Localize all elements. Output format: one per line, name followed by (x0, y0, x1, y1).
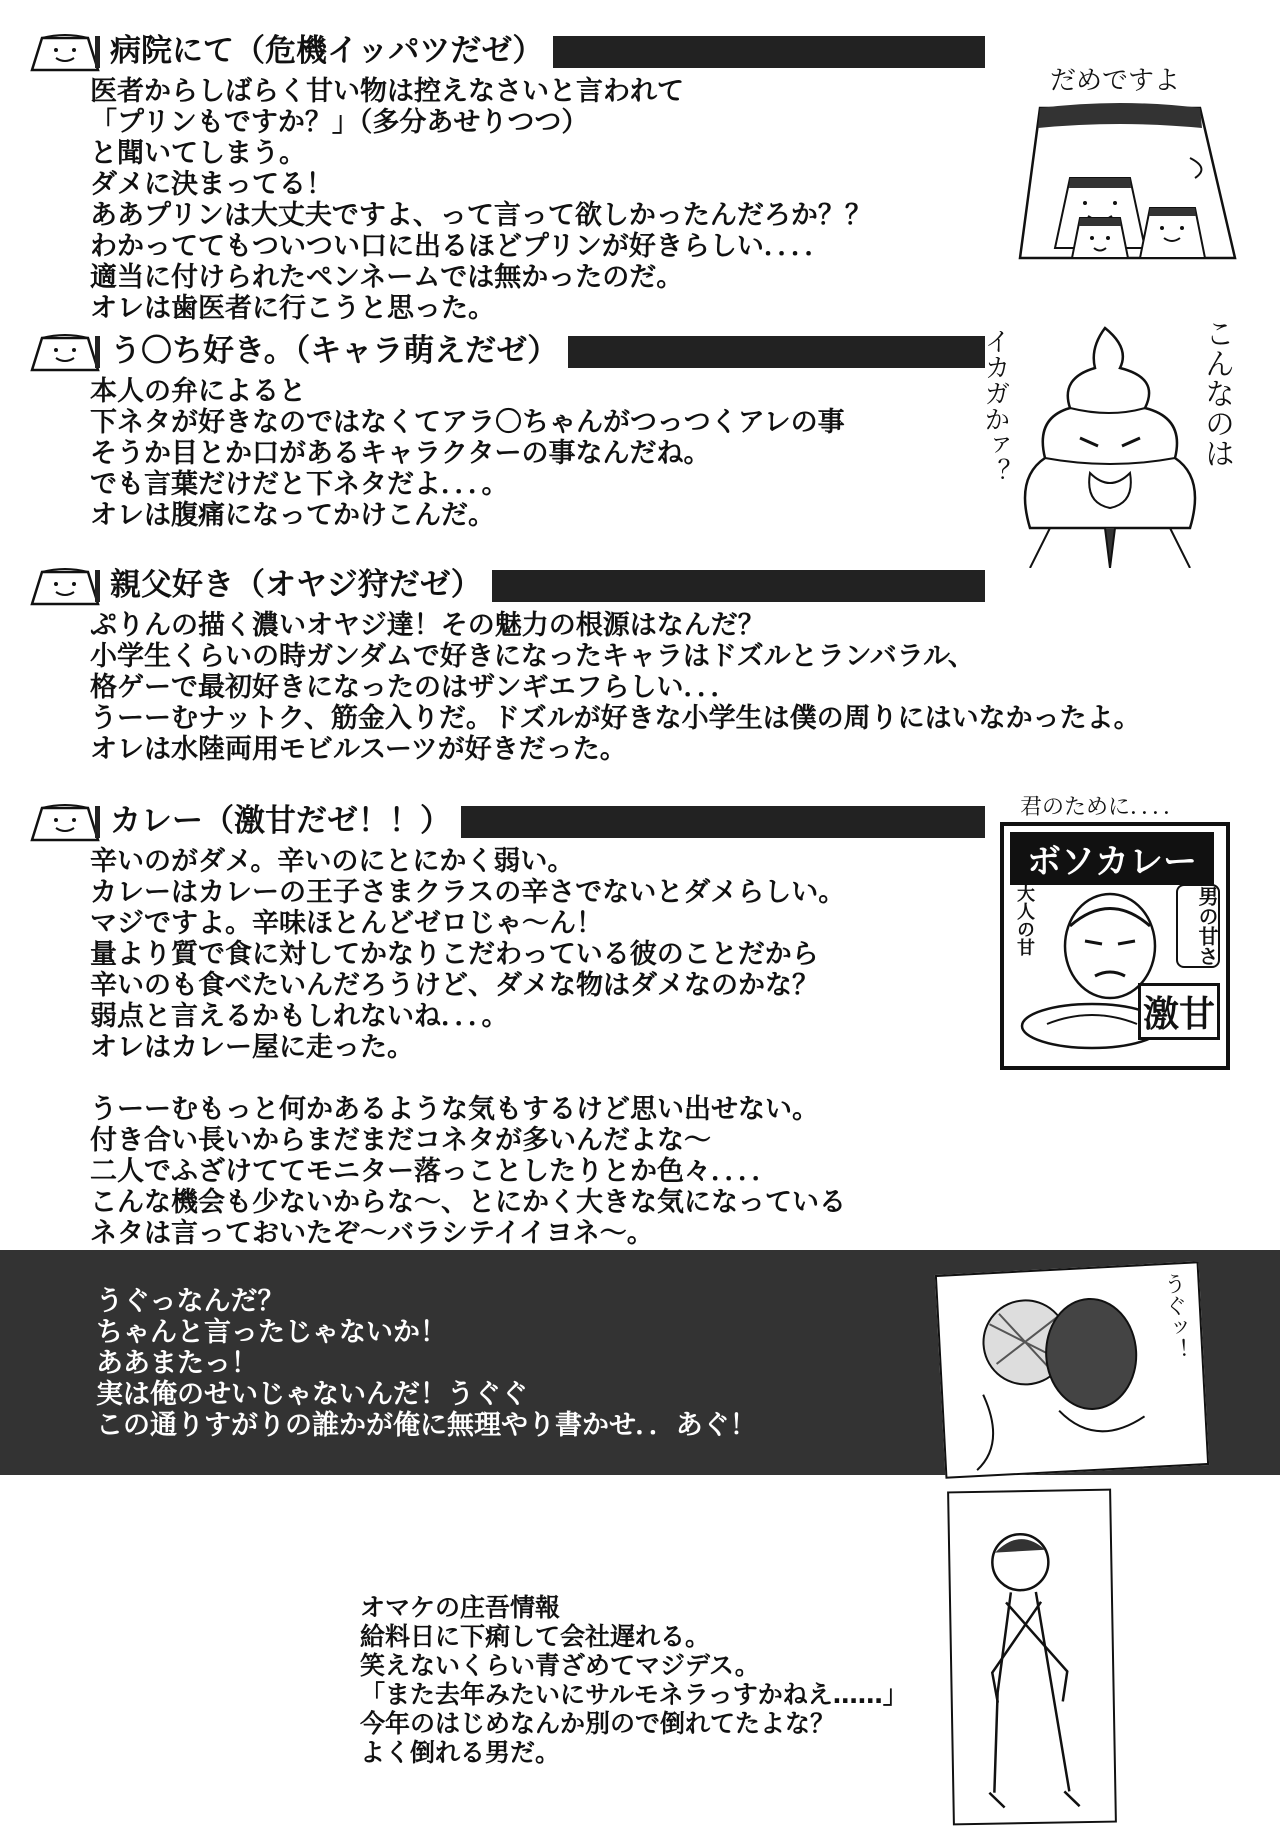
dark-line: ちゃんと言ったじゃないか！ (96, 1317, 447, 1348)
omake-line: よく倒れる男だ。 (360, 1738, 561, 1767)
curry-sub-label-2: 男の甘さ (1176, 884, 1220, 968)
section-body (20, 76, 970, 324)
body-line: そうか目とか口があるキャラクターの事なんだね。 (90, 438, 711, 469)
ugu-sound-text: うぐッ！ (1160, 1271, 1190, 1362)
body-line: マジですよ。辛味ほとんどゼロじゃ〜ん！ (90, 908, 603, 939)
section-header (20, 28, 970, 76)
section-title: う〇ち好き。（キャラ萌えだゼ） (100, 331, 568, 371)
body-line: 付き合い長いからまだまだコネタが多いんだよな〜 (90, 1125, 711, 1156)
dark-line: うぐっなんだ？ (96, 1286, 285, 1317)
section-curry (20, 798, 970, 1249)
poop-character-icon (1010, 318, 1210, 568)
omake-line: オマケの庄吾情報 (360, 1593, 561, 1622)
section-hospital (20, 28, 970, 324)
body-line: 適当に付けられたペンネームでは無かったのだ。 (90, 262, 684, 293)
body-line: こんな機会も少ないからな〜、とにかく大きな気になっている (90, 1187, 846, 1218)
curry-caption: 君のために．．．． (1020, 795, 1186, 820)
pudding-family-icon (1010, 98, 1240, 268)
poop-caption-vertical: こんなのは (1199, 318, 1234, 468)
body-line: 医者からしばらく甘い物は控えなさいと言われて (90, 76, 684, 107)
body-line: 下ネタが好きなのではなくてアラ〇ちゃんがつっつくアレの事 (90, 407, 845, 438)
body-line: オレは腹痛になってかけこんだ。 (90, 500, 495, 531)
body-line: 量より質で食に対してかなりこだわっている彼のことだから (90, 939, 819, 970)
section-header (20, 798, 970, 846)
section-title: 親父好き（オヤジ狩だゼ） (100, 565, 492, 605)
omake-line: 「また去年みたいにサルモネラっすかねえ……」 (360, 1680, 908, 1709)
body-line: オレは水陸両用モビルスーツが好きだった。 (90, 734, 627, 765)
curry-brand: ボソカレー (1010, 832, 1214, 885)
curry-box (1000, 822, 1230, 1070)
dark-line: 実は俺のせいじゃないんだ！うぐぐ (96, 1379, 528, 1410)
curry-sub-label: 大人の甘 (1014, 884, 1035, 956)
section-body (20, 376, 970, 531)
body-line: 辛いのも食べたいんだろうけど、ダメな物はダメなのかな？ (90, 970, 819, 1001)
omake-line: 今年のはじめなんか別ので倒れてたよな？ (360, 1709, 836, 1738)
section-header (20, 562, 970, 610)
poop-illustration (970, 318, 1250, 578)
pudding-caption: だめですよ (1050, 66, 1181, 96)
lying-man-icon (949, 1491, 1115, 1824)
body-line: わかっててもついつい口に出るほどプリンが好きらしい．．．． (90, 231, 832, 262)
body-line (90, 1063, 970, 1094)
body-line: 本人の弁によると (90, 376, 306, 407)
lying-man-illustration (947, 1489, 1117, 1826)
section-title: 病院にて（危機イッパツだゼ） (100, 31, 553, 71)
pudding-face-icon (28, 330, 102, 374)
body-line: オレはカレー屋に走った。 (90, 1032, 414, 1063)
body-line: うーーむナットク、筋金入りだ。ドズルが好きな小学生は僕の周りにはいなかったよ。 (90, 703, 1141, 734)
section-header (20, 328, 970, 376)
body-line: 辛いのがダメ。辛いのにとにかく弱い。 (90, 846, 575, 877)
body-line: ぷりんの描く濃いオヤジ達！その魅力の根源はなんだ？ (90, 610, 765, 641)
body-line: うーーむもっと何かあるような気もするけど思い出せない。 (90, 1094, 819, 1125)
body-line: 小学生くらいの時ガンダムで好きになったキャラはドズルとランバラル、 (90, 641, 975, 672)
section-title: カレー（激甘だゼ！！） (100, 801, 461, 841)
pudding-illustration (1010, 60, 1240, 260)
body-line: でも言葉だけだと下ネタだよ．．．。 (90, 469, 509, 500)
body-line: 弱点と言えるかもしれないね．．．。 (90, 1001, 509, 1032)
section-body (20, 610, 1141, 765)
curry-illustration (990, 790, 1240, 1070)
body-line: ああプリンは大丈夫ですよ、って言って欲しかったんだろか？？ (90, 200, 872, 231)
curry-gekiama-label: 激甘 (1138, 983, 1220, 1040)
omake-line: 給料日に下痢して会社遅れる。 (360, 1622, 711, 1651)
body-line: オレは歯医者に行こうと思った。 (90, 293, 495, 324)
omake-line: 笑えないくらい青ざめてマジデス。 (360, 1651, 760, 1680)
strangled-illustration (935, 1261, 1209, 1479)
dark-line: ああまたっ！ (96, 1348, 258, 1379)
body-line: 二人でふざけててモニター落っことしたりとか色々．．．． (90, 1156, 779, 1187)
body-line: 格ゲーで最初好きになったのはザンギエフらしい．．． (90, 672, 738, 703)
section-oyaji (20, 562, 1141, 765)
section-body (20, 846, 970, 1249)
dark-line: この通りすがりの誰かが俺に無理やり書かせ．．あぐ！ (96, 1410, 757, 1441)
body-line: ネタは言っておいたぞ〜バラシテイイヨネ〜。 (90, 1218, 654, 1249)
section-unchi (20, 328, 970, 531)
body-line: カレーはカレーの王子さまクラスの辛さでないとダメらしい。 (90, 877, 846, 908)
pudding-face-icon (28, 800, 102, 844)
omake-info (360, 1593, 908, 1767)
dark-band-text (96, 1286, 757, 1441)
body-line: と聞いてしまう。 (90, 138, 306, 169)
dark-band (0, 1250, 1280, 1475)
pudding-face-icon (28, 564, 102, 608)
poop-caption-vertical-2: イカガかァ？ (980, 328, 1010, 484)
pudding-face-icon (28, 30, 102, 74)
body-line: 「プリンもですか？」（多分あせりつつ） (90, 107, 589, 138)
body-line: ダメに決まってる！ (90, 169, 333, 200)
